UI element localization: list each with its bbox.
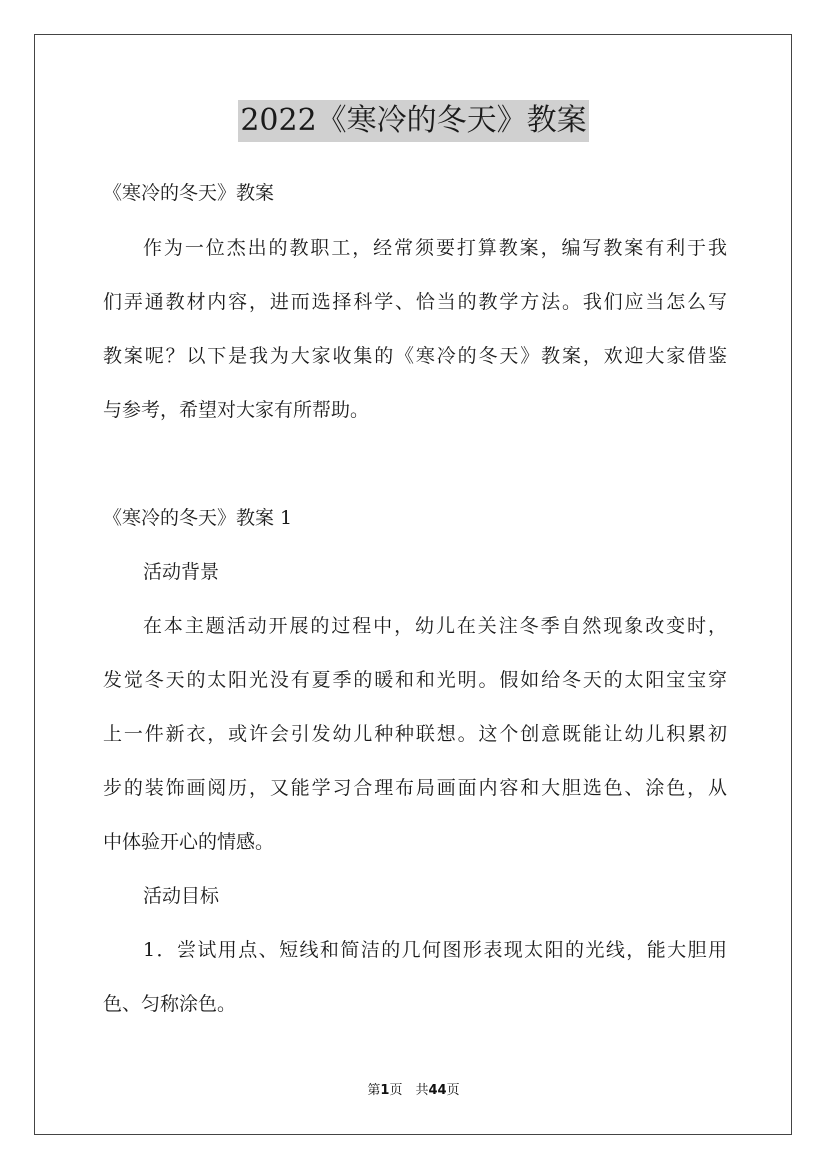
paragraph-line: 作为一位杰出的教职工，经常须要打算教案，编写教案有利于我 [143, 237, 727, 259]
footer-prefix: 第 [367, 1083, 381, 1098]
paragraph-line: 在本主题活动开展的过程中，幼儿在关注冬季自然现象改变时， [143, 615, 727, 637]
paragraph-line: 中体验开心的情感。 [103, 831, 275, 853]
paragraph-line: 发觉冬天的太阳光没有夏季的暖和和光明。假如给冬天的太阳宝宝穿 [103, 669, 727, 691]
footer-suffix: 页 [446, 1083, 460, 1098]
paragraph-line: 步的装饰画阅历，又能学习合理布局画面内容和大胆选色、涂色，从 [103, 777, 727, 799]
paragraph-line: 上一件新衣，或许会引发幼儿种种联想。这个创意既能让幼儿积累初 [103, 723, 727, 745]
section-heading: 《寒冷的冬天》教案 1 [103, 507, 293, 529]
paragraph-line: 与参考，希望对大家有所帮助。 [103, 399, 370, 421]
subheading: 活动背景 [143, 561, 220, 583]
paragraph-line: 色、匀称涂色。 [103, 993, 237, 1015]
paragraph-line: 1．尝试用点、短线和简洁的几何图形表现太阳的光线，能大胆用 [143, 939, 727, 961]
paragraph-line: 教案呢？以下是我为大家收集的《寒冷的冬天》教案，欢迎大家借鉴 [103, 345, 727, 367]
paragraph-line: 们弄通教材内容，进而选择科学、恰当的教学方法。我们应当怎么写 [103, 291, 727, 313]
footer-middle: 页 共 [389, 1083, 429, 1098]
document-title: 2022《寒冷的冬天》教案 [238, 100, 588, 142]
title-container [0, 100, 827, 142]
total-page-count: 44 [428, 1083, 447, 1098]
current-page-number: 1 [380, 1083, 390, 1098]
subheading: 活动目标 [143, 885, 220, 907]
page-footer [0, 1082, 827, 1100]
section-heading: 《寒冷的冬天》教案 [103, 182, 275, 204]
